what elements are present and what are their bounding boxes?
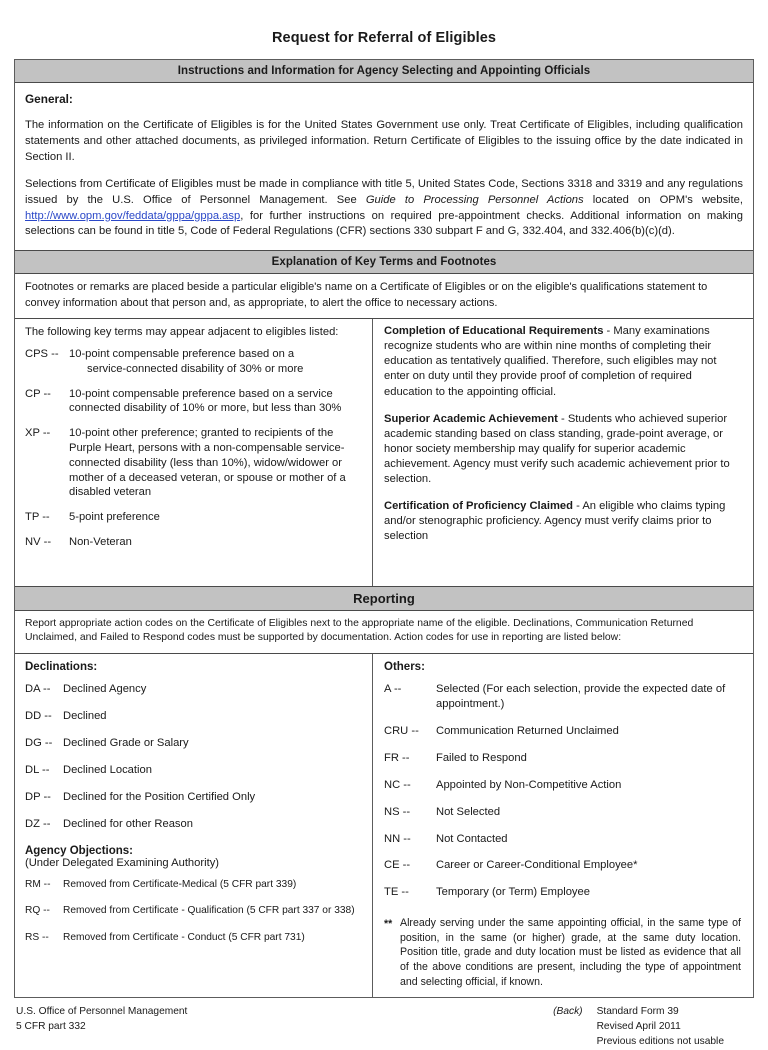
code-row-dz xyxy=(25,817,364,832)
reporting-band-title: Reporting xyxy=(15,586,753,611)
footnote-completion-education xyxy=(384,324,741,400)
code-row-dl xyxy=(25,763,364,778)
footer-agency xyxy=(16,1005,187,1035)
footer-agency-line1: U.S. Office of Personnel Management xyxy=(16,1006,188,1018)
agency-objections-heading: Agency Objections: xyxy=(25,844,133,857)
opm-gppa-link[interactable]: http://www.opm.gov/feddata/gppa/gppa.asp xyxy=(25,209,241,222)
code-row-dd xyxy=(25,709,364,724)
action-code: NS -- xyxy=(384,805,411,818)
action-code-text: Failed to Respond xyxy=(436,751,527,764)
action-code: DZ -- xyxy=(25,817,51,830)
agency-objections-subtitle: (Under Delegated Examining Authority) xyxy=(25,856,220,869)
action-code-text-line1: Selected (For each selection, provide the expected date of xyxy=(436,683,726,696)
footnote-body: - Many examinations recognize students who are within nine months of completing their education as tentatively qualified. Therefore, such eligibles may not enter on duty until they provide proof of completion of required education to the appointing official. xyxy=(384,325,717,398)
code-row-rq xyxy=(25,904,364,918)
key-term-xp xyxy=(25,426,364,500)
reporting-columns xyxy=(15,654,753,997)
action-code: RQ -- xyxy=(25,905,50,917)
action-code-text: Declined Grade or Salary xyxy=(63,737,189,750)
code-row-dp xyxy=(25,790,364,805)
footnote-heading: Superior Academic Achievement xyxy=(384,412,558,425)
paragraph-2-text-b: located on OPM's website, xyxy=(583,193,743,206)
key-terms-lead: The following key terms may appear adjacent to eligibles listed: xyxy=(25,326,339,339)
action-code: DD -- xyxy=(25,710,52,723)
action-code-text: Declined for other Reason xyxy=(63,817,193,830)
form-body-frame xyxy=(14,59,754,998)
code-row-ce xyxy=(384,858,741,873)
action-code-text xyxy=(436,682,741,712)
code-row-nc xyxy=(384,778,741,793)
key-term-code: CP -- xyxy=(25,387,51,400)
action-code: DG -- xyxy=(25,737,53,750)
footer-form-lines xyxy=(597,1005,724,1049)
key-terms-band-title: Explanation of Key Terms and Footnotes xyxy=(15,250,753,274)
key-terms-note: Footnotes or remarks are placed beside a particular eligible's name on a Certificate of Eligibles or on the eligible's qualifications statement to convey information about that person and, as appropriate, to alert the office to necessary actions. xyxy=(15,274,753,319)
action-code-text: Declined xyxy=(63,710,107,723)
footnote-body: - An eligible who claims typing and/or stenographic proficiency. Agency must verify claims prior to selection xyxy=(384,500,726,543)
reporting-note: Report appropriate action codes on the Certificate of Eligibles next to the appropriate name of the eligible. Declinations, Communication Returned Unclaimed, and Failed to Respond codes must be supported by documentation. Action codes for use in reporting are listed below: xyxy=(15,611,753,655)
key-term-line1: 10-point compensable preference based on a xyxy=(69,348,295,361)
page-title: Request for Referral of Eligibles xyxy=(271,30,497,46)
general-label: General: xyxy=(25,92,73,106)
footnote-heading: Certification of Proficiency Claimed xyxy=(384,500,573,513)
action-code-text: Appointed by Non-Competitive Action xyxy=(436,778,622,791)
action-code: DL -- xyxy=(25,763,50,776)
action-code-text: Removed from Certificate-Medical (5 CFR part 339) xyxy=(63,878,297,890)
footer-agency-line2: 5 CFR part 332 xyxy=(16,1021,86,1033)
action-code-text: Removed from Certificate - Qualification (5 CFR part 337 or 338) xyxy=(63,905,355,917)
key-terms-right-column xyxy=(373,319,753,586)
key-term-code: NV -- xyxy=(25,535,52,548)
key-term-cps xyxy=(25,347,364,377)
code-row-rs xyxy=(25,931,364,945)
footnote-superior-academic xyxy=(384,412,741,488)
others-footnote xyxy=(384,916,741,989)
key-terms-columns xyxy=(15,319,753,586)
key-term-tp xyxy=(25,510,364,525)
action-code: TE -- xyxy=(384,886,409,899)
code-row-fr xyxy=(384,751,741,766)
key-term-code: CPS -- xyxy=(25,348,59,361)
action-code-text: Communication Returned Unclaimed xyxy=(436,725,619,738)
action-code: DP -- xyxy=(25,790,51,803)
footer-form-line3: Previous editions not usable xyxy=(596,1035,724,1047)
others-heading: Others: xyxy=(384,661,425,674)
key-term-desc: 5-point preference xyxy=(69,511,160,524)
key-term-desc xyxy=(69,347,364,377)
footer-back-label: (Back) xyxy=(553,1006,583,1018)
action-code-text: Temporary (or Term) Employee xyxy=(436,886,590,899)
code-row-da xyxy=(25,682,364,697)
action-code-text: Not Contacted xyxy=(436,832,508,845)
gppa-guide-title: Guide to Processing Personnel Actions xyxy=(365,193,584,206)
code-row-nn xyxy=(384,832,741,847)
key-term-desc xyxy=(69,387,364,417)
action-code-text-line2: appointment.) xyxy=(436,698,505,711)
declinations-heading: Declinations: xyxy=(25,661,98,674)
action-code: CRU -- xyxy=(384,725,419,738)
footnote-certification-proficiency xyxy=(384,499,741,544)
action-code: RS -- xyxy=(25,931,49,943)
code-row-ns xyxy=(384,805,741,820)
others-column xyxy=(373,654,753,997)
action-code-text: Removed from Certificate - Conduct (5 CFR part 731) xyxy=(63,931,305,943)
instructions-band-title: Instructions and Information for Agency Selecting and Appointing Officials xyxy=(15,60,753,83)
key-term-line2: connected disability of 10% or more, but less than 30% xyxy=(69,402,342,415)
action-code: NN -- xyxy=(384,832,411,845)
action-code-text: Declined Location xyxy=(63,763,152,776)
footnote-heading: Completion of Educational Requirements xyxy=(384,325,604,338)
key-term-desc: 10-point other preference; granted to recipients of the Purple Heart, persons with a non-compensable service-connected disability (less than 10%), widow/widower or mother of a deceased veteran, or spouse or mother of a disabled veteran xyxy=(69,427,346,499)
general-section xyxy=(15,83,753,250)
declinations-column xyxy=(15,654,373,997)
key-term-desc: Non-Veteran xyxy=(69,535,132,548)
footer-form-line2: Revised April 2011 xyxy=(596,1021,681,1033)
action-code: DA -- xyxy=(25,683,51,696)
action-code: CE -- xyxy=(384,859,411,872)
paragraph-2-text-c: , for further instructions on required pre-appointment checks. Additional information on making selections can be found in title 5, Code of Federal Regulations (CFR) sections 330 subpart F and G, 332.404, and 332.406(b)(c)(d). xyxy=(25,209,743,238)
footer-form-line1: Standard Form 39 xyxy=(596,1006,679,1018)
footnote-text: Already serving under the same appointing official, in the same type of position, in the same (or higher) grade, at the same duty location. Position title, grade and duty location must be listed as evidence that all of the above conditions are present, including the type of appointment and selecting official, if known. xyxy=(400,917,741,988)
page-footer xyxy=(14,998,754,1049)
code-row-a xyxy=(384,682,741,712)
action-code-text: Not Selected xyxy=(436,805,501,818)
action-code: FR -- xyxy=(384,751,410,764)
action-code: A -- xyxy=(384,683,402,696)
code-row-rm xyxy=(25,878,364,892)
key-term-nv xyxy=(25,535,364,550)
action-code-text: Declined Agency xyxy=(63,683,147,696)
key-terms-left-column xyxy=(15,319,373,586)
code-row-cru xyxy=(384,724,741,739)
key-term-code: TP -- xyxy=(25,511,50,524)
key-term-line2: service-connected disability of 30% or more xyxy=(87,362,304,375)
general-paragraph-1: The information on the Certificate of Eligibles is for the United States Government use only. Treat Certificate of Eligibles, including qualification statements and other attached documents, as privileged information. Return Certificate of Eligibles to the issuing office by the date indicated in Section II. xyxy=(25,119,743,163)
code-row-dg xyxy=(25,736,364,751)
general-paragraph-2 xyxy=(25,177,743,241)
key-term-cp xyxy=(25,387,364,417)
left-column-spacer xyxy=(25,560,364,578)
footnote-body: - Students who achieved superior academic standing based on class standing, grade-point average, or honor society membership may qualify for superior academic achievement. Agency must verify such academic achievement prior to selection. xyxy=(384,412,730,486)
action-code-text: Declined for the Position Certified Only xyxy=(63,790,256,803)
key-term-line1: 10-point compensable preference based on a service xyxy=(69,387,333,400)
action-code: NC -- xyxy=(384,778,411,791)
action-code-text: Career or Career-Conditional Employee* xyxy=(436,859,638,872)
footnote-marker: ** xyxy=(384,918,393,931)
code-row-te xyxy=(384,885,741,900)
action-code: RM -- xyxy=(25,878,51,890)
key-term-code: XP -- xyxy=(25,427,51,440)
paragraph-2-text-a: Selections from Certificate of Eligibles must be made in compliance with title 5, United States Code, Sections 3318 and 3319 and any regulations issued by the U.S. Office of Personnel Management. See xyxy=(25,177,743,206)
footer-form-info xyxy=(553,1005,750,1049)
